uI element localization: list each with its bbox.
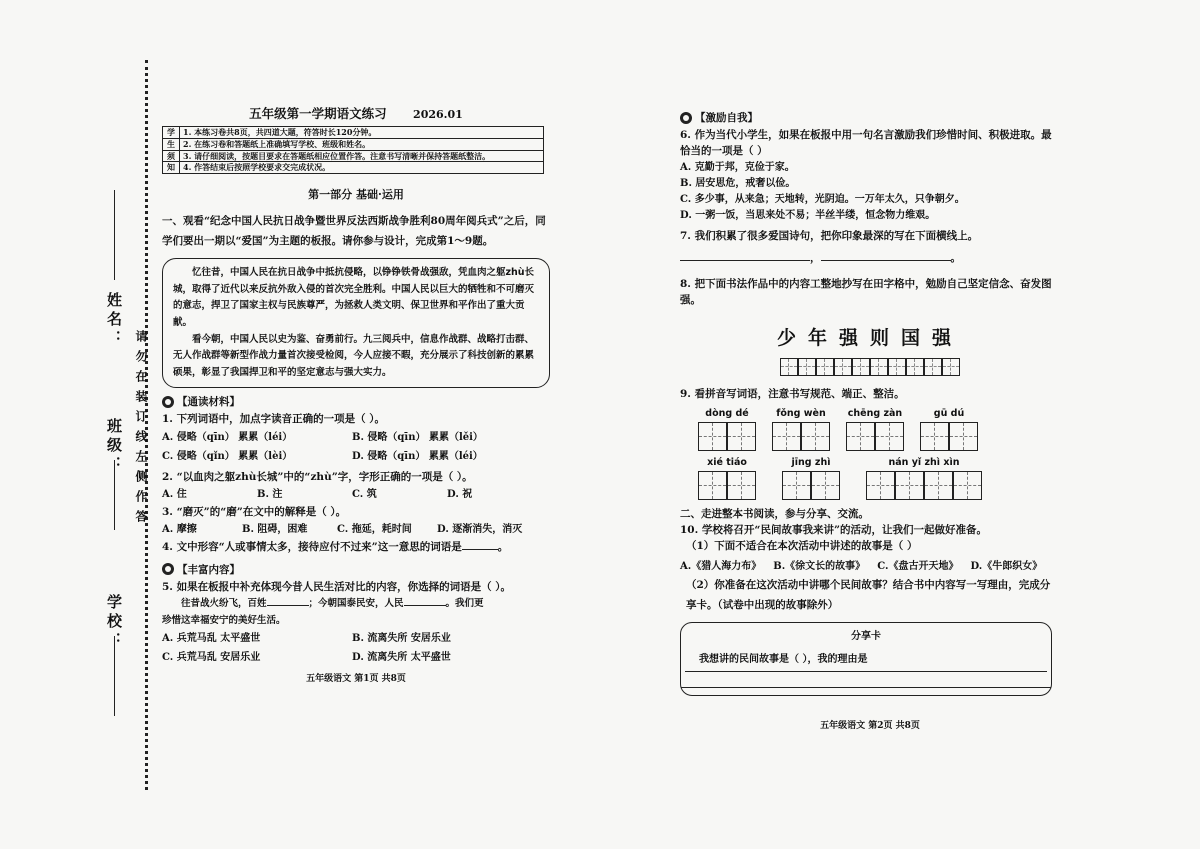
q5-text-part: 珍惜这幸福安宁的美好生活。: [162, 614, 286, 626]
binding-notice: 请勿在装订线左侧作答: [134, 330, 148, 530]
question-10-2: （2）你准备在这次活动中讲哪个民间故事？结合书中内容写一写理由，完成分享卡。（试卷中出现的故事除外）: [686, 578, 1051, 611]
option[interactable]: C. 侵略（qǐn） 累累（lèi）: [162, 450, 293, 462]
q6-options: [680, 160, 1060, 224]
pinyin-item: [782, 457, 840, 500]
writing-cell[interactable]: [727, 422, 756, 451]
option[interactable]: B. 阻碍，困难: [242, 524, 308, 536]
option[interactable]: A.《猎人海力布》: [680, 560, 762, 572]
class-label: 班级：: [105, 418, 123, 475]
option[interactable]: A. 克勤于邦，克俭于家。: [680, 161, 795, 173]
option[interactable]: D. 侵略（qīn） 累累（léi）: [352, 450, 483, 462]
q5-text: [162, 595, 550, 629]
q1-options: [162, 428, 550, 466]
exam-title-text: 五年级第一学期语文练习: [249, 106, 387, 121]
q5-text-part: 。我们更: [445, 597, 484, 609]
section-label: 【通读材料】: [177, 396, 240, 409]
section-read: [162, 394, 550, 409]
pinyin-label: nán yǐ zhì xìn: [888, 456, 960, 468]
q10-options: [680, 557, 1060, 576]
question-2: 2. “以血肉之躯zhù长城”中的“zhù”字，字形正确的一项是（ ）。: [162, 470, 473, 483]
part-two-title: 二、走进整本书阅读，参与分享、交流。: [680, 507, 869, 520]
grid-cell[interactable]: [852, 358, 870, 376]
option[interactable]: D. 一粥一饭，当思来处不易；半丝半缕，恒念物力维艰。: [680, 209, 936, 221]
writing-cell[interactable]: [846, 422, 875, 451]
q3-options: [162, 520, 550, 539]
question-3: 3. “磨灭”的“磨”在文中的解释是（ ）。: [162, 505, 347, 518]
pinyin-label: dòng dé: [705, 407, 749, 419]
share-card-line: 我想讲的民间故事是（ ），我的理由是: [699, 653, 868, 665]
writing-cell[interactable]: [811, 471, 840, 500]
question-9: 9. 看拼音写词语，注意书写规范、端正、整洁。: [680, 387, 905, 400]
notice-text: 4. 作答结束后按照学校要求交完成状况。: [180, 162, 544, 174]
question-5: 5. 如果在板报中补充体现今昔人民生活对比的内容，你选择的词语是（ ）。: [162, 580, 512, 593]
pinyin-item: [698, 457, 756, 500]
exam-title: [162, 104, 550, 122]
pinyin-row-2: [698, 457, 1060, 500]
section-icon: [162, 396, 174, 408]
class-blank[interactable]: [114, 460, 115, 530]
grid-cell[interactable]: [906, 358, 924, 376]
page-footer: 五年级语文 第1页 共8页: [306, 673, 406, 684]
section-label: 【丰富内容】: [177, 563, 240, 576]
student-notice-table: [162, 126, 544, 174]
notice-key: 知: [163, 162, 180, 174]
option[interactable]: D. 流离失所 太平盛世: [352, 651, 451, 663]
writing-cell[interactable]: [698, 422, 727, 451]
option[interactable]: B. 居安思危，戒奢以俭。: [680, 177, 796, 189]
passage-paragraph: 看今朝，中国人民以史为鉴、奋勇前行。九三阅兵中，信息作战群、战略打击群、无人作战群等新型作战力量首次接受检阅，今人应接不暇，充分展示了科技创新的累累硕果，彰显了我国捍卫和平的坚定意志与强大实力。: [173, 333, 535, 378]
section-icon: [680, 112, 692, 124]
pinyin-label: xié tiáo: [707, 456, 747, 468]
q7-answer-lines: ， 。: [680, 250, 1060, 266]
writing-cell[interactable]: [727, 471, 756, 500]
page-1: [162, 98, 550, 684]
q4-blank[interactable]: [462, 549, 498, 550]
question-10-1: （1）下面不适合在本次活动中讲述的故事是（ ）: [686, 540, 918, 553]
writing-cell[interactable]: [875, 422, 904, 451]
notice-key: 生: [163, 138, 180, 150]
writing-cell[interactable]: [866, 471, 895, 500]
grid-cell[interactable]: [816, 358, 834, 376]
q7-blank-2[interactable]: [821, 260, 951, 261]
pinyin-item: [920, 408, 978, 451]
notice-key: 须: [163, 150, 180, 162]
q5-blank-1[interactable]: [267, 605, 309, 606]
q5-blank-2[interactable]: [404, 605, 446, 606]
grid-cell[interactable]: [942, 358, 960, 376]
grid-cell[interactable]: [924, 358, 942, 376]
writing-cell[interactable]: [920, 422, 949, 451]
notice-text: 1. 本练习卷共8页，共四道大题，符答时长120分钟。: [180, 127, 544, 139]
section-icon: [162, 563, 174, 575]
notice-text: 2. 在练习卷和答题纸上准确填写学校、班级和姓名。: [180, 138, 544, 150]
section-motivate: [680, 110, 1060, 125]
exam-date: 2026.01: [413, 108, 463, 121]
pinyin-label: jīng zhì: [791, 456, 831, 468]
option[interactable]: D.《牛郎织女》: [970, 560, 1043, 572]
school-blank[interactable]: [114, 636, 115, 716]
calligraphy-work: 少年强则国强: [776, 326, 963, 349]
grid-cell[interactable]: [780, 358, 798, 376]
q5-text-part: 往昔战火纷飞，百姓: [181, 597, 267, 609]
option[interactable]: C.《盘古开天地》: [877, 560, 959, 572]
section-intro: 一、观看“纪念中国人民抗日战争暨世界反法西斯战争胜利80周年阅兵式”之后，同学们要出一期以“爱国”为主题的板报。请你参与设计，完成第1～9题。: [162, 215, 546, 248]
option[interactable]: D. 祝: [447, 488, 473, 500]
passage-paragraph: 忆往昔，中国人民在抗日战争中抵抗侵略，以铮铮铁骨战强敌，凭血肉之躯zhù长城，取得了近代以来反抗外敌入侵的首次完全胜利。中国人民以巨大的牺牲和不可磨灭的意志，捍卫了国家主权与民族尊严，为拯救人类文明、保卫世界和平作出了重大贡献。: [173, 267, 535, 328]
option[interactable]: C. 筑: [352, 488, 377, 500]
grid-cell[interactable]: [870, 358, 888, 376]
option[interactable]: A. 摩擦: [162, 524, 197, 536]
pinyin-item: [772, 408, 830, 451]
q5-options: [162, 629, 550, 667]
writing-cell[interactable]: [924, 471, 953, 500]
pinyin-label: gū dú: [933, 407, 965, 419]
pinyin-item: [866, 457, 982, 500]
option[interactable]: B. 侵略（qīn） 累累（lěi）: [352, 431, 483, 443]
page-2: [680, 104, 1060, 731]
option[interactable]: A. 侵略（qīn） 累累（léi）: [162, 431, 293, 443]
option[interactable]: A. 兵荒马乱 太平盛世: [162, 632, 261, 644]
notice-text: 3. 请仔细阅读，按题目要求在答题纸相应位置作答。注意书写清晰并保持答题纸整洁。: [180, 150, 544, 162]
section-enrich: [162, 562, 550, 577]
question-7: 7. 我们积累了很多爱国诗句，把你印象最深的写在下面横线上。: [680, 229, 979, 242]
share-card-title: 分享卡: [851, 630, 881, 642]
writing-cell[interactable]: [801, 422, 830, 451]
writing-cell[interactable]: [698, 471, 727, 500]
notice-key: 学: [163, 127, 180, 139]
question-4-text: 4. 文中形容“人或事情太多，接待应付不过来”这一意思的词语是: [162, 541, 462, 554]
name-blank[interactable]: [114, 190, 115, 280]
share-card-rule[interactable]: [685, 671, 1047, 672]
grid-cell[interactable]: [798, 358, 816, 376]
pinyin-label: chēng zàn: [847, 407, 903, 419]
question-6: 6. 作为当代小学生，如果在板报中用一句名言激励我们珍惜时间、积极进取。最恰当的一项是（ ）: [680, 129, 1052, 158]
writing-cell[interactable]: [953, 471, 982, 500]
question-4: 4. 文中形容“人或事情太多，接待应付不过来”这一意思的词语是 。: [162, 541, 509, 554]
part-title: 第一部分 基础·运用: [308, 188, 404, 202]
option[interactable]: D. 逐渐消失，消灭: [437, 524, 523, 536]
grid-cell[interactable]: [834, 358, 852, 376]
question-8: 8. 把下面书法作品中的内容工整地抄写在田字格中，勉励自己坚定信念、奋发图强。: [680, 278, 1052, 307]
q7-blank-1[interactable]: [680, 260, 810, 261]
question-10: 10. 学校将召开“民间故事我来讲”的活动，让我们一起做好准备。: [680, 524, 988, 537]
pinyin-label: fǒng wèn: [776, 407, 826, 419]
tianzige-row[interactable]: [680, 358, 1060, 376]
option[interactable]: C. 多少事，从来急；天地转，光阴迫。一万年太久，只争朝夕。: [680, 193, 965, 205]
option[interactable]: C. 拖延，耗时间: [337, 524, 412, 536]
pinyin-item: [846, 408, 904, 451]
option[interactable]: B.《徐文长的故事》: [773, 560, 866, 572]
section-label: 【激励自我】: [695, 112, 758, 124]
writing-cell[interactable]: [782, 471, 811, 500]
grid-cell[interactable]: [888, 358, 906, 376]
school-label: 学校：: [105, 594, 123, 651]
name-label: 姓名：: [105, 292, 123, 349]
q5-text-part: ；今朝国泰民安，人民: [308, 597, 404, 609]
option[interactable]: B. 注: [257, 488, 283, 500]
share-card[interactable]: [680, 622, 1052, 696]
pinyin-item: [698, 408, 756, 451]
reading-passage: [162, 258, 550, 388]
writing-cell[interactable]: [895, 471, 924, 500]
writing-cell[interactable]: [772, 422, 801, 451]
option[interactable]: C. 兵荒马乱 安居乐业: [162, 651, 261, 663]
option[interactable]: A. 住: [162, 488, 187, 500]
page-footer: 五年级语文 第2页 共8页: [820, 720, 920, 731]
pinyin-row-1: [698, 408, 1060, 451]
q2-options: [162, 485, 550, 504]
writing-cell[interactable]: [949, 422, 978, 451]
question-1: 1. 下列词语中，加点字读音正确的一项是（ ）。: [162, 413, 386, 426]
share-card-rule[interactable]: [681, 687, 1051, 688]
option[interactable]: B. 流离失所 安居乐业: [352, 632, 451, 644]
